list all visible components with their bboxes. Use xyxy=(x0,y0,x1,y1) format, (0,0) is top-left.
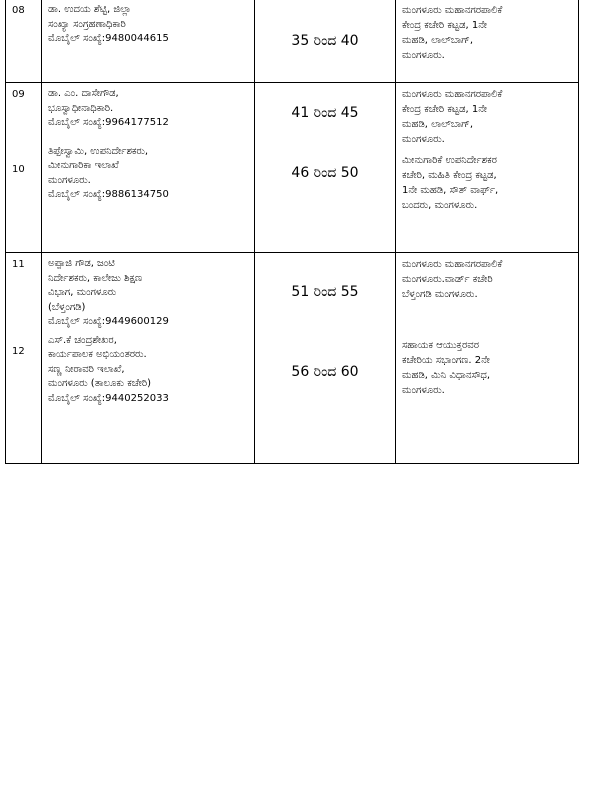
venue-line: ಮಂಗಳೂರು.ವಾರ್ಡ್ ಕಚೇರಿ xyxy=(402,274,493,285)
officer-line: ಅಪ್ಪಾಜಿ ಗೌಡ, ಜಂಟಿ xyxy=(48,258,115,269)
venue-block xyxy=(402,87,578,147)
officer-cell xyxy=(42,83,255,253)
venue-block xyxy=(402,257,578,302)
officer-schedule-table xyxy=(5,0,579,464)
venue-line: ಕೇಂದ್ರ ಕಚೇರಿ ಕಟ್ಟಡ, 1ನೇ xyxy=(402,104,488,115)
range-value: 46 ರಿಂದ 50 xyxy=(291,165,359,181)
range-cell xyxy=(255,253,396,464)
venue-line: ಮಹಡಿ, ಮಿನಿ ವಿಧಾನಸೌಧ, xyxy=(402,370,491,381)
venue-line: ಮೀನುಗಾರಿಕೆ ಉಪನಿರ್ದೇಶಕರ xyxy=(402,155,497,166)
officer-line: ಮೊಬೈಲ್ ಸಂಖ್ಯೆ:9886134750 xyxy=(48,189,169,200)
officer-line: ನಿರ್ದೇಶಕರು, ಕಾಲೇಜು ಶಿಕ್ಷಣ xyxy=(48,272,143,284)
officer-line: ಡಾ. ಉದಯ ಶೆಟ್ಟಿ, ಜಿಲ್ಲಾ xyxy=(48,4,132,15)
venue-line: ಮಹಡಿ, ಲಾಲ್‌ಬಾಗ್, xyxy=(402,119,474,130)
serial-number: 08 xyxy=(12,5,25,16)
venue-cell xyxy=(396,0,579,83)
venue-line: ಮಂಗಳೂರು ಮಹಾನಗರಪಾಲಿಕೆ xyxy=(402,259,503,270)
officer-block xyxy=(48,3,254,47)
venue-line: ಬೆಳ್ತಂಗಡಿ ಮಂಗಳೂರು. xyxy=(402,289,478,300)
venue-line: 1ನೇ ಮಹಡಿ, ಸೌತ್ ವಾರ್ಫ್, xyxy=(402,185,499,196)
serial-number: 09 xyxy=(12,89,25,100)
range-value: 35 ರಿಂದ 40 xyxy=(291,32,359,49)
table-row xyxy=(6,83,579,253)
officer-line: ಮೊಬೈಲ್ ಸಂಖ್ಯೆ:9964177512 xyxy=(48,117,169,128)
venue-line: ಕೇಂದ್ರ ಕಚೇರಿ ಕಟ್ಟಡ, 1ನೇ xyxy=(402,20,488,31)
officer-cell xyxy=(42,0,255,83)
venue-line: ಮಂಗಳೂರು. xyxy=(402,134,445,145)
officer-line: ಎಸ್.ಕೆ ಚಂದ್ರಶೇಖರ, xyxy=(48,334,117,346)
serial-number: 11 xyxy=(12,259,25,270)
officer-line: ಮಂಗಳೂರು. xyxy=(48,174,91,186)
officer-line: (ಬೆಳ್ತಂಗಡಿ) xyxy=(48,301,86,313)
officer-line: ಮೊಬೈಲ್ ಸಂಖ್ಯೆ:9440252033 xyxy=(48,392,169,404)
venue-block xyxy=(402,153,578,213)
venue-line: ಬಂದರು, ಮಂಗಳೂರು. xyxy=(402,200,478,211)
serial-number-cell xyxy=(6,83,42,253)
venue-line: ಮಂಗಳೂರು. xyxy=(402,50,445,61)
venue-line: ಸಹಾಯಕ ಆಯುಕ್ತರವರ xyxy=(402,340,479,351)
venue-block xyxy=(402,3,578,63)
officer-line: ವಿಭಾಗ, ಮಂಗಳೂರು xyxy=(48,287,117,298)
venue-line: ಕಚೇರಿಯ ಸಭಾಂಗಣ. 2ನೇ xyxy=(402,355,490,366)
officer-line: ಮಂಗಳೂರು (ತಾಲೂಕು ಕಚೇರಿ) xyxy=(48,378,152,389)
officer-line: ಕಾರ್ಯಪಾಲಕ ಅಭಿಯಂತರರು. xyxy=(48,349,147,360)
venue-cell xyxy=(396,83,579,253)
venue-line: ಮಹಡಿ, ಲಾಲ್‌ಬಾಗ್, xyxy=(402,35,474,46)
officer-line: ಭೂಸ್ವಾಧೀನಾಧಿಕಾರಿ. xyxy=(48,102,114,114)
range-cell xyxy=(255,0,396,83)
serial-number: 10 xyxy=(12,164,25,175)
range-cell xyxy=(255,83,396,253)
venue-line: ಕಚೇರಿ, ಮಹಿತಿ ಕೇಂದ್ರ ಕಟ್ಟಡ, xyxy=(402,170,497,181)
officer-block xyxy=(48,87,254,131)
officer-line: ಮೀನುಗಾರಿಕಾ ಇಲಾಖೆ xyxy=(48,160,119,171)
officer-line: ಮೊಬೈಲ್ ಸಂಖ್ಯೆ:9449600129 xyxy=(48,316,169,327)
officer-line: ಡಾ. ಎಂ. ದಾಸೇಗೌಡ, xyxy=(48,88,119,99)
table-row xyxy=(6,253,579,464)
venue-line: ಮಂಗಳೂರು ಮಹಾನಗರಪಾಲಿಕೆ xyxy=(402,5,503,16)
table-row xyxy=(6,0,579,83)
officer-block xyxy=(48,145,254,203)
venue-line: ಮಂಗಳೂರು ಮಹಾನಗರಪಾಲಿಕೆ xyxy=(402,89,503,100)
officer-line: ತಿಪ್ಪೇಸ್ವಾಮಿ, ಉಪನಿರ್ದೇಶಕರು, xyxy=(48,145,149,157)
officer-block xyxy=(48,257,254,330)
serial-number-cell xyxy=(6,0,42,83)
officer-block xyxy=(48,334,254,407)
officer-line: ಮೊಬೈಲ್ ಸಂಖ್ಯೆ:9480044615 xyxy=(48,33,169,44)
serial-number: 12 xyxy=(12,346,25,357)
officer-cell xyxy=(42,253,255,464)
officer-line: ಸಣ್ಣ ನೀರಾವರಿ ಇಲಾಖೆ, xyxy=(48,363,125,375)
officer-line: ಸಂಖ್ಯಾ ಸಂಗ್ರಹಣಾಧಿಕಾರಿ xyxy=(48,18,126,30)
range-value: 56 ರಿಂದ 60 xyxy=(291,364,359,380)
venue-block xyxy=(402,338,578,398)
range-value: 51 ರಿಂದ 55 xyxy=(291,284,359,300)
range-value: 41 ರಿಂದ 45 xyxy=(291,105,359,121)
venue-line: ಮಂಗಳೂರು. xyxy=(402,385,445,396)
serial-number-cell xyxy=(6,253,42,464)
venue-cell xyxy=(396,253,579,464)
